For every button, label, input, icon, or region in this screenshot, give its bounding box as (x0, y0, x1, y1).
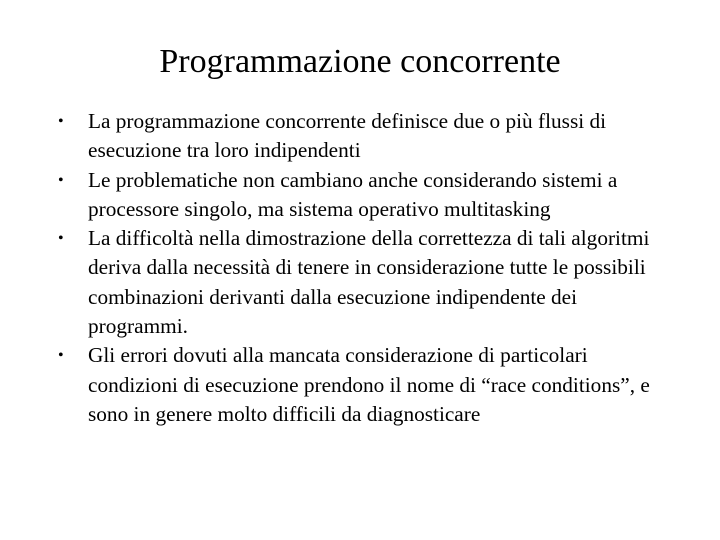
bullet-item (54, 107, 674, 166)
bullet-text: La programmazione concorrente definisce due o più flussi di esecuzione tra loro indipendenti (88, 109, 607, 163)
bullet-icon: • (58, 113, 64, 130)
bullet-text: Le problematiche non cambiano anche considerando sistemi a processore singolo, ma sistema operativo multitasking (88, 167, 618, 221)
slide-title: Programmazione concorrente (159, 43, 561, 80)
bullet-icon: • (58, 230, 64, 248)
bullet-item (54, 341, 674, 429)
bullet-list (54, 107, 674, 429)
bullet-item (54, 166, 674, 225)
bullet-icon: • (58, 347, 64, 365)
bullet-text: La difficoltà nella dimostrazione della correttezza di tali algoritmi deriva dalla necessità di tenere in considerazione tutte le possibili combinazioni derivanti dalla esecuzione indipendente dei programmi. (88, 226, 650, 339)
bullet-text: Gli errori dovuti alla mancata considerazione di particolari condizioni di esecuzione prendono il nome di “race conditions”, e sono in genere molto difficili da diagnosticare (88, 343, 650, 426)
bullet-item (54, 224, 674, 341)
bullet-icon: • (58, 171, 64, 189)
